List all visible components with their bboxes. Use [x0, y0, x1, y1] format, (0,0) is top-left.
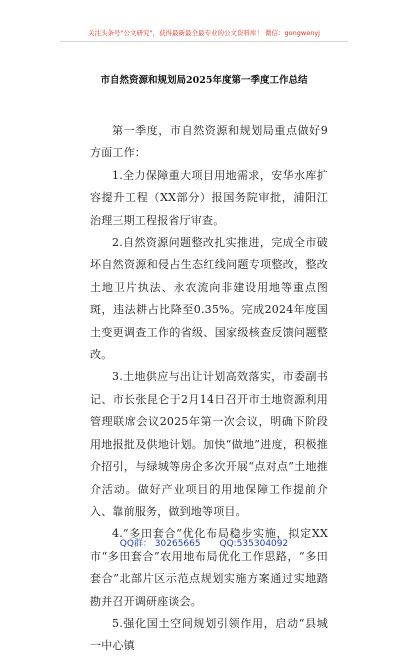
header-notice: 关注头条号"公文研究"，获得最新最全最专业的公文资料库！ 微信：gongwenyj — [88, 29, 320, 37]
footer-contact — [0, 536, 408, 549]
header-divider — [60, 41, 348, 42]
intro-paragraph: 第一季度，市自然资源和规划局重点做好9方面工作： — [90, 124, 328, 160]
item-paragraph-5: 5.强化国土空间规划引领作用，启动“县城一中心镇 — [90, 616, 328, 653]
item-paragraph-3: 3.土地供应与出让计划高效落实，市委副书记、市长张昆仑于2月14日召开市土地资源利用管理联席会议2025年第一次会议，明确下阶段用地报批及供地计划。加快“做地”进度，积极推介招引，与绿城等房企多次开展“点对点”土地推介活动。做好产业项目的用地保障工作提前介入、靠前服务，做到地等项目。 — [90, 370, 328, 518]
footer-qq-number: QQ:535304092 — [219, 539, 289, 549]
item-paragraph-2: 2.自然资源问题整改扎实推进，完成全市破坏自然资源和侵占生态红线问题专项整改，整改土地卫片执法、永农流向非建设用地等重点图斑，违法耕占比降至0.35%。完成2024年度国土变更调查工作的省级、国家级核查反馈问题整改。 — [90, 236, 328, 362]
item-paragraph-1: 1.全力保障重大项目用地需求，安华水库扩容提升工程（XX部分）报国务院审批，浦阳江治理三期工程报省厅审查。 — [90, 168, 328, 227]
document-title: 市自然资源和规划局2025年度第一季度工作总结 — [100, 75, 308, 86]
document-body — [90, 120, 328, 658]
footer-qq-group: QQ群： 30265665 — [119, 539, 201, 549]
item-paragraph-4: 4.“多田套合”优化布局稳步实施，拟定XX市“多田套合”农用地布局优化工作思路，“多田套合”北部片区示范点规划实施方案通过实地踏勘并召开调研座谈会。 — [90, 527, 328, 608]
